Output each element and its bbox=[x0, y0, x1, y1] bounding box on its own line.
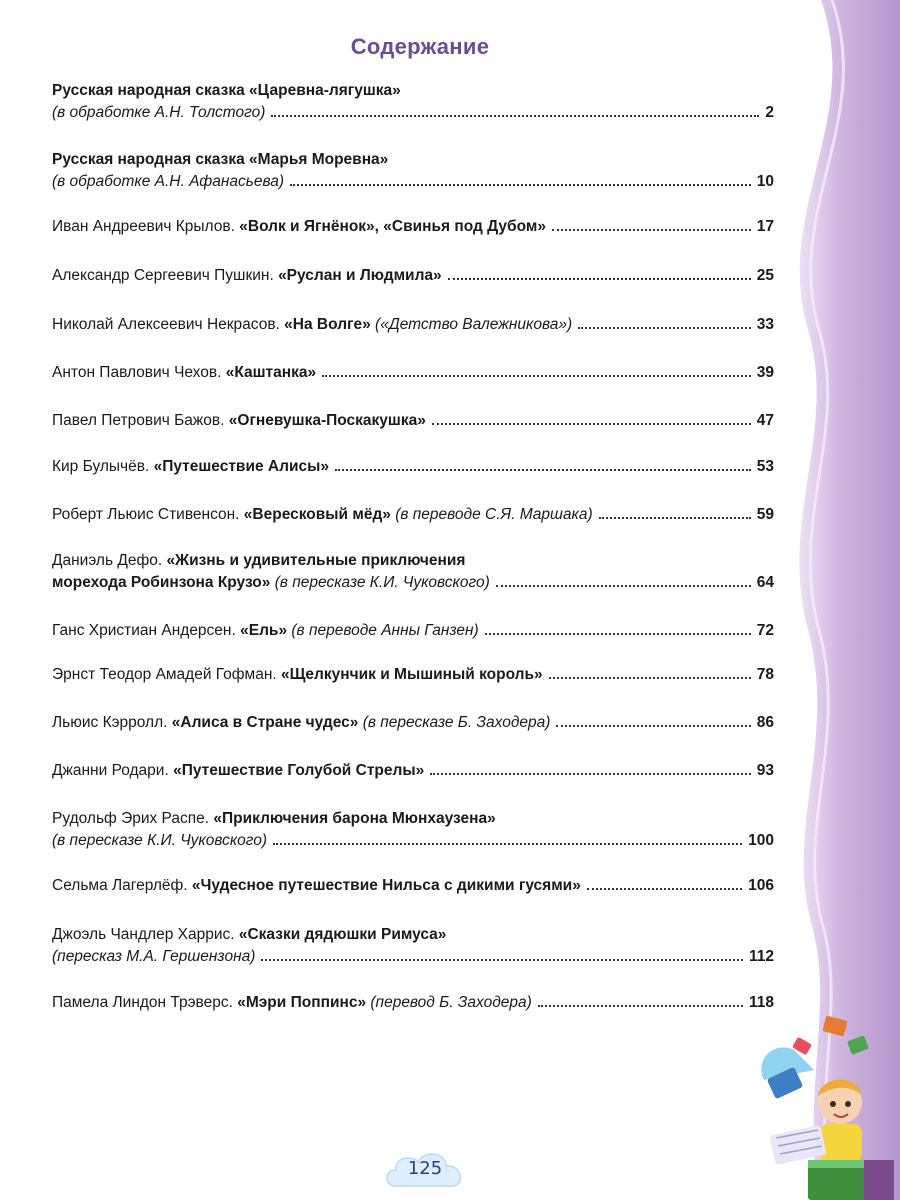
entry-page-number: 59 bbox=[756, 506, 774, 523]
entry-text-segment: «Приключения барона Мюнхаузена» bbox=[213, 810, 496, 827]
entry-text-segment: «Руслан и Людмила» bbox=[278, 267, 442, 284]
entry-page-number: 39 bbox=[756, 364, 774, 381]
entry-text-segment: «Каштанка» bbox=[225, 364, 317, 381]
entry-page-number: 86 bbox=[756, 714, 774, 731]
entry-page-number: 93 bbox=[756, 762, 774, 779]
entry-text-segment: «Путешествие Голубой Стрелы» bbox=[173, 762, 425, 779]
entry-text-segment: Сельма Лагерлёф. bbox=[52, 877, 192, 894]
entry-line bbox=[52, 314, 774, 336]
dot-leader bbox=[448, 277, 751, 280]
entry-text-segment: Памела Линдон Трэверс. bbox=[52, 994, 238, 1011]
entry-line bbox=[52, 712, 774, 734]
entry-text-segment: Павел Петрович Бажов. bbox=[52, 412, 229, 429]
entry-page-number: 64 bbox=[756, 574, 774, 591]
dot-leader bbox=[496, 584, 751, 587]
entry-title bbox=[52, 171, 284, 193]
toc-entry[interactable] bbox=[52, 875, 774, 897]
entry-title bbox=[52, 830, 267, 852]
entry-text-segment: Роберт Льюис Стивенсон. bbox=[52, 506, 244, 523]
entry-first-line bbox=[52, 80, 774, 102]
entry-text-segment: (в пересказе К.И. Чуковского) bbox=[270, 574, 490, 591]
entry-title bbox=[52, 314, 572, 336]
entry-line bbox=[52, 216, 774, 238]
entry-page-number: 78 bbox=[756, 666, 774, 683]
entry-line bbox=[52, 171, 774, 193]
dot-leader bbox=[261, 958, 743, 961]
entry-text-segment: (в пересказе Б. Заходера) bbox=[358, 714, 551, 731]
toc-entry[interactable] bbox=[52, 410, 774, 432]
entry-text-segment: «Алиса в Стране чудес» bbox=[171, 714, 359, 731]
toc-entry[interactable] bbox=[52, 149, 774, 193]
entry-text-segment: (в обработке А.Н. Толстого) bbox=[52, 104, 266, 121]
toc-entry[interactable] bbox=[52, 924, 774, 968]
entry-text-segment: (в пересказе К.И. Чуковского) bbox=[52, 832, 268, 849]
boy-with-books-illustration bbox=[754, 1010, 894, 1200]
entry-title bbox=[52, 265, 442, 287]
toc-entry[interactable] bbox=[52, 216, 774, 238]
entry-title bbox=[52, 712, 550, 734]
entry-text-segment: «Волк и Ягнёнок», «Свинья под Дубом» bbox=[239, 218, 546, 235]
entry-line bbox=[52, 572, 774, 594]
entry-text-segment: «Сказки дядюшки Римуса» bbox=[238, 926, 447, 943]
entry-page-number: 2 bbox=[765, 104, 774, 121]
page-title: Содержание bbox=[350, 34, 490, 59]
entry-line bbox=[52, 456, 774, 478]
dot-leader bbox=[538, 1004, 743, 1007]
toc-entry[interactable] bbox=[52, 456, 774, 478]
entry-line bbox=[52, 620, 774, 642]
entry-title bbox=[52, 620, 479, 642]
toc-entry[interactable] bbox=[52, 620, 774, 642]
entry-line bbox=[52, 504, 774, 526]
entry-page-number: 53 bbox=[756, 458, 774, 475]
entry-text-segment: (перевод Б. Заходера) bbox=[366, 994, 532, 1011]
entry-page-number: 112 bbox=[748, 948, 774, 965]
entry-text-segment: «Ель» bbox=[240, 622, 288, 639]
entry-text-segment: Джанни Родари. bbox=[52, 762, 174, 779]
entry-text-segment: (в переводе Анны Ганзен) bbox=[287, 622, 479, 639]
entry-text-segment: «Щелкунчик и Мышиный король» bbox=[281, 666, 543, 683]
entry-page-number: 17 bbox=[756, 218, 774, 235]
entry-text-segment: «Огневушка-Поскакушка» bbox=[228, 412, 426, 429]
entry-line bbox=[52, 102, 774, 124]
entry-page-number: 10 bbox=[756, 173, 774, 190]
entry-title bbox=[52, 504, 593, 526]
entry-line bbox=[52, 362, 774, 384]
entry-title bbox=[52, 410, 426, 432]
entry-title bbox=[52, 760, 424, 782]
entry-title bbox=[52, 216, 546, 238]
entry-text-segment: Ганс Христиан Андерсен. bbox=[52, 622, 241, 639]
toc-entry[interactable] bbox=[52, 80, 774, 124]
entry-line bbox=[52, 760, 774, 782]
entry-page-number: 118 bbox=[748, 994, 774, 1011]
entry-line bbox=[52, 992, 774, 1014]
entry-title bbox=[52, 664, 543, 686]
entry-title bbox=[52, 362, 316, 384]
page-number: 125 bbox=[407, 1158, 443, 1179]
entry-text-segment: «Жизнь и удивительные приключения bbox=[166, 552, 466, 569]
entry-text-segment: (в переводе С.Я. Маршака) bbox=[390, 506, 593, 523]
dot-leader bbox=[599, 516, 751, 519]
toc-entry[interactable] bbox=[52, 808, 774, 852]
toc-entry[interactable] bbox=[52, 760, 774, 782]
dot-leader bbox=[485, 632, 751, 635]
entry-text-segment: Льюис Кэрролл. bbox=[52, 714, 172, 731]
entry-title bbox=[52, 102, 265, 124]
dot-leader bbox=[322, 374, 751, 377]
dot-leader bbox=[273, 842, 742, 845]
entry-first-line bbox=[52, 550, 774, 572]
dot-leader bbox=[430, 772, 751, 775]
entry-title bbox=[52, 456, 329, 478]
entry-page-number: 47 bbox=[756, 412, 774, 429]
entry-text-segment: Иван Андреевич Крылов. bbox=[52, 218, 240, 235]
entry-text-segment: морехода Робинзона Крузо» bbox=[52, 574, 271, 591]
entry-text-segment: Александр Сергеевич Пушкин. bbox=[52, 267, 279, 284]
toc-entry[interactable] bbox=[52, 314, 774, 336]
toc-entry[interactable] bbox=[52, 664, 774, 686]
entry-text-segment: «На Волге» bbox=[284, 316, 371, 333]
toc-entry[interactable] bbox=[52, 992, 774, 1014]
entry-line bbox=[52, 410, 774, 432]
toc-entry[interactable] bbox=[52, 550, 774, 594]
dot-leader bbox=[271, 114, 759, 117]
dot-leader bbox=[290, 183, 751, 186]
toc-entry[interactable] bbox=[52, 265, 774, 287]
entry-first-line bbox=[52, 924, 774, 946]
entry-title bbox=[52, 875, 581, 897]
entry-title bbox=[52, 946, 255, 968]
entry-text-segment: «Чудесное путешествие Нильса с дикими гусями» bbox=[191, 877, 581, 894]
entry-text-segment: («Детство Валежникова») bbox=[370, 316, 573, 333]
entry-text-segment: Русская народная сказка «Царевна-лягушка» bbox=[52, 82, 401, 99]
entry-page-number: 72 bbox=[756, 622, 774, 639]
entry-text-segment: (пересказ М.А. Гершензона) bbox=[52, 948, 256, 965]
dot-leader bbox=[556, 724, 750, 727]
dot-leader bbox=[552, 228, 751, 231]
dot-leader bbox=[335, 468, 751, 471]
dot-leader bbox=[578, 326, 751, 329]
entry-text-segment: «Путешествие Алисы» bbox=[153, 458, 329, 475]
dot-leader bbox=[587, 887, 742, 890]
entry-line bbox=[52, 265, 774, 287]
entry-text-segment: (в обработке А.Н. Афанасьева) bbox=[52, 173, 285, 190]
toc-entry[interactable] bbox=[52, 362, 774, 384]
entry-text-segment: «Вересковый мёд» bbox=[243, 506, 391, 523]
entry-text-segment: Рудольф Эрих Распе. bbox=[52, 810, 214, 827]
page-number-badge bbox=[382, 1148, 468, 1192]
entry-text-segment: Джоэль Чандлер Харрис. bbox=[52, 926, 239, 943]
entry-text-segment: Даниэль Дефо. bbox=[52, 552, 167, 569]
toc-entry[interactable] bbox=[52, 504, 774, 526]
entry-title bbox=[52, 992, 532, 1014]
entry-page-number: 25 bbox=[756, 267, 774, 284]
entry-line bbox=[52, 664, 774, 686]
entry-page-number: 100 bbox=[748, 832, 774, 849]
dot-leader bbox=[549, 676, 751, 679]
entry-first-line bbox=[52, 808, 774, 830]
entry-first-line bbox=[52, 149, 774, 171]
entry-page-number: 106 bbox=[748, 877, 774, 894]
entry-text-segment: Антон Павлович Чехов. bbox=[52, 364, 226, 381]
entry-text-segment: Русская народная сказка «Марья Моревна» bbox=[52, 151, 389, 168]
entry-line bbox=[52, 830, 774, 852]
entry-text-segment: «Мэри Поппинс» bbox=[237, 994, 367, 1011]
entry-line bbox=[52, 946, 774, 968]
entry-page-number: 33 bbox=[756, 316, 774, 333]
entry-line bbox=[52, 875, 774, 897]
entry-text-segment: Эрнст Теодор Амадей Гофман. bbox=[52, 666, 281, 683]
toc-entry[interactable] bbox=[52, 712, 774, 734]
entry-text-segment: Николай Алексеевич Некрасов. bbox=[52, 316, 285, 333]
dot-leader bbox=[432, 422, 751, 425]
entry-title bbox=[52, 572, 490, 594]
entry-text-segment: Кир Булычёв. bbox=[52, 458, 154, 475]
